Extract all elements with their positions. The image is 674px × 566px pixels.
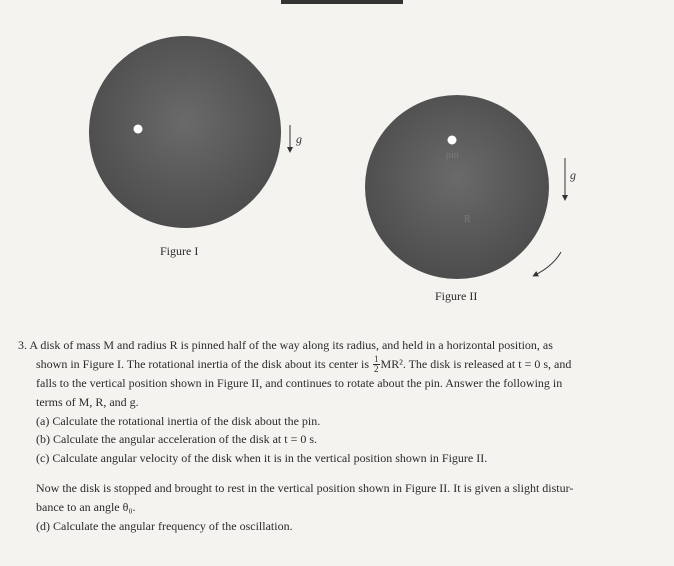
fraction-denominator: 2	[374, 364, 379, 375]
part-a-label: (a)	[36, 413, 50, 428]
part-d	[18, 517, 658, 536]
problem-3	[18, 336, 658, 535]
part-a	[18, 412, 658, 431]
pin-label: pin	[446, 150, 459, 161]
gravity-label-figure-1: g	[296, 132, 302, 146]
followup-line-1: Now the disk is stopped and brought to rest in the vertical position shown in Figure II. It is given a slight distur-	[36, 481, 574, 496]
part-a-text: Calculate the rotational inertia of the disk about the pin.	[52, 413, 321, 428]
part-b-text: Calculate the angular acceleration of the disk at t = 0 s.	[53, 432, 317, 447]
part-b	[18, 430, 658, 449]
intro-text-2b: MR². The disk is released at t = 0 s, and	[380, 356, 572, 371]
part-c	[18, 449, 658, 468]
mass-label-figure-2: M	[388, 169, 398, 181]
pin-hole-figure-2	[448, 136, 457, 145]
problem-intro-line-3: falls to the vertical position shown in Figure II, and continues to rotate about the pin. Answer the following in	[36, 376, 563, 391]
problem-number: 3.	[18, 338, 27, 352]
figure-2-caption: Figure II	[435, 289, 478, 303]
part-b-label: (b)	[36, 432, 50, 447]
rotation-arrow	[535, 252, 561, 275]
problem-intro-line-2	[18, 355, 658, 375]
gravity-label-figure-2: g	[570, 168, 576, 182]
followup-line-2: bance to an angle θ₀.	[36, 499, 136, 514]
radius-label: R	[464, 214, 471, 225]
figure-1	[89, 36, 302, 228]
disk-figure-2	[365, 95, 549, 279]
figure-2	[365, 95, 576, 279]
figure-1-caption: Figure I	[160, 244, 199, 258]
mass-label-figure-1: M	[177, 69, 187, 81]
part-d-text: Calculate the angular frequency of the oscillation.	[53, 518, 293, 533]
fraction-numerator: 1	[374, 354, 379, 365]
problem-intro-line-4: terms of M, R, and g.	[36, 394, 139, 409]
part-c-label: (c)	[36, 450, 50, 465]
disk-figure-1	[89, 36, 281, 228]
pin-hole-figure-1	[134, 125, 143, 134]
intro-text-2a: shown in Figure I. The rotational inertia of the disk about its center is	[36, 356, 370, 371]
part-c-text: Calculate angular velocity of the disk when it is in the vertical position shown in Figure II.	[52, 450, 488, 465]
intro-text-1: A disk of mass M and radius R is pinned half of the way along its radius, and held in a horizontal position, as	[29, 338, 553, 352]
part-d-label: (d)	[36, 518, 50, 533]
fraction-one-half	[373, 355, 380, 374]
problem-intro-line-1	[18, 336, 658, 355]
